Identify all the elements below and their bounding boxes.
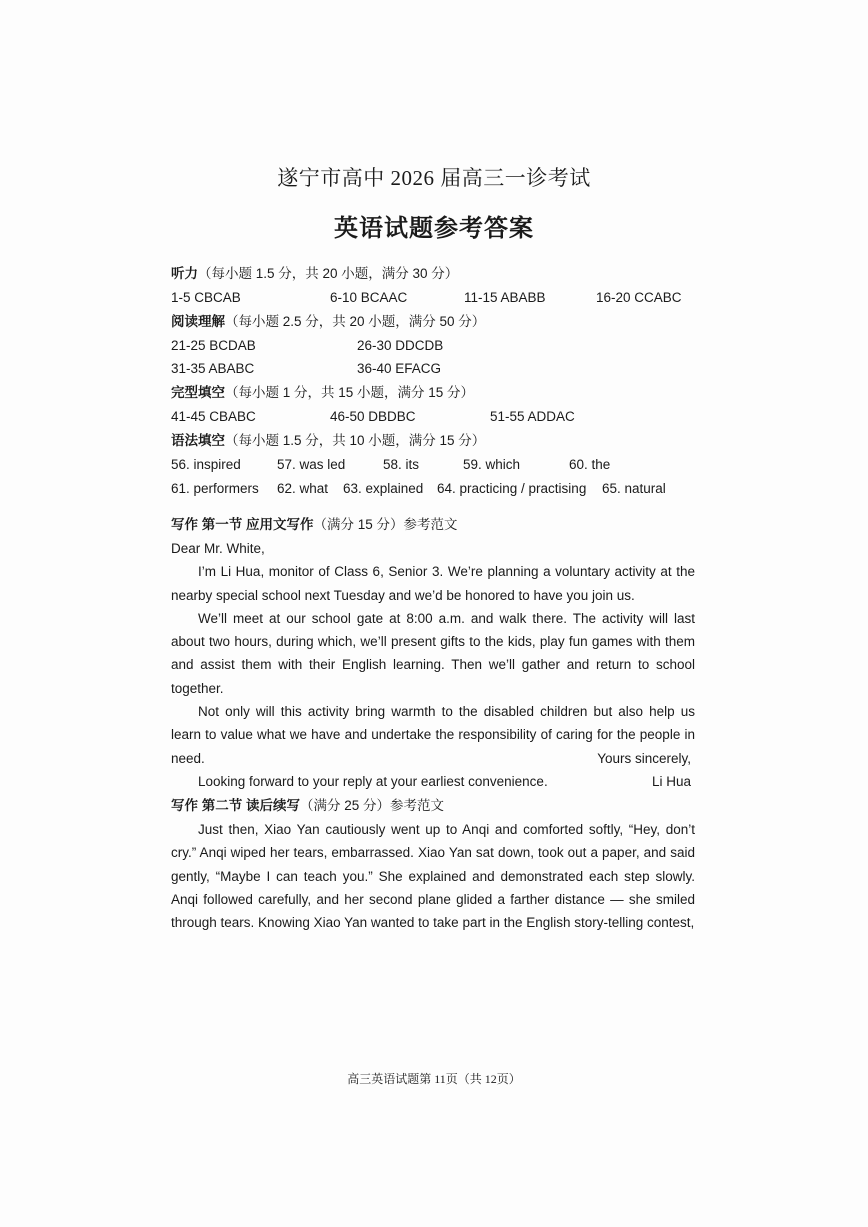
cloze-header: [171, 382, 474, 404]
reading-label: 阅读理解: [171, 314, 225, 329]
answer-item: 64. practicing / practising: [437, 481, 587, 496]
answer-group: 1-5 CBCAB: [171, 290, 241, 305]
writing2-scoring-note: （满分 25 分）参考范文: [300, 798, 445, 813]
letter-paragraph: Looking forward to your reply at your earliest convenience.: [198, 773, 548, 789]
answer-group: 41-45 CBABC: [171, 409, 256, 424]
answer-key-title: 英语试题参考答案: [334, 216, 534, 242]
cloze-answers-row: [171, 406, 695, 428]
answer-group: 36-40 EFACG: [357, 361, 442, 376]
grammar-answers-row: [171, 454, 695, 476]
answer-item: 59. which: [463, 457, 521, 472]
exam-title: 遂宁市高中 2026 届高三一诊考试: [277, 166, 591, 190]
answer-group: 31-35 ABABC: [171, 361, 255, 376]
listening-scoring-note: （每小题 1.5 分，共 20 小题，满分 30 分）: [198, 266, 459, 281]
writing1-header: [171, 514, 458, 536]
writing2-header: [171, 795, 444, 817]
answer-item: 57. was led: [277, 457, 346, 472]
reading-header: [171, 311, 485, 333]
answer-group: 16-20 CCABC: [596, 290, 682, 305]
grammar-answers-row: [171, 478, 695, 500]
reading-scoring-note: （每小题 2.5 分，共 20 小题，满分 50 分）: [225, 314, 486, 329]
letter-closing: Yours sincerely,: [597, 751, 691, 766]
writing1-scoring-note: （满分 15 分）参考范文: [313, 517, 458, 532]
reading-answers-row: [171, 358, 695, 380]
reading-answers-row: [171, 335, 695, 357]
cloze-scoring-note: （每小题 1 分，共 15 小题，满分 15 分）: [225, 385, 475, 400]
answer-item: 58. its: [383, 457, 420, 472]
grammar-label: 语法填空: [171, 433, 225, 448]
answer-item: 56. inspired: [171, 457, 241, 472]
listening-answers-row: [171, 287, 695, 309]
letter-paragraph: Not only will this activity bring warmth to the disabled children but also help us learn to value what we have and undertake the responsibility of caring for the people in need.: [171, 704, 695, 766]
letter-salutation: Dear Mr. White,: [171, 541, 265, 556]
answer-group: 6-10 BCAAC: [330, 290, 408, 305]
grammar-scoring-note: （每小题 1.5 分，共 10 小题，满分 15 分）: [225, 433, 486, 448]
answer-item: 65. natural: [602, 481, 666, 496]
answer-group: 26-30 DDCDB: [357, 338, 444, 353]
letter-signature: Li Hua: [651, 774, 691, 789]
writing2-sample-continuation: [171, 818, 695, 934]
answer-item: 61. performers: [171, 481, 259, 496]
letter-paragraph: I’m Li Hua, monitor of Class 6, Senior 3. We’re planning a voluntary activity at the nearby special school next Tuesday and we’d be honored to have you join us.: [171, 564, 695, 603]
answer-item: 63. explained: [343, 481, 424, 496]
answer-item: 62. what: [277, 481, 329, 496]
writing2-label: 写作 第二节 读后续写: [171, 798, 301, 813]
letter-paragraph: We’ll meet at our school gate at 8:00 a.m. and walk there. The activity will last about two hours, during which, we’ll present gifts to the kids, play fun games with them and assist them with their English learning. Then we’ll gather and return to school together.: [171, 610, 695, 696]
continuation-paragraph: Just then, Xiao Yan cautiously went up to Anqi and comforted softly, “Hey, don’t cry.” Anqi wiped her tears, embarrassed. Xiao Yan sat down, took out a paper, and said gently, “Maybe I can teach you.” She explained and demonstrated each step slowly. Anqi followed carefully, and her second plane glided a farther distance — she smiled through tears. Knowing Xiao Yan wanted to take part in the English story-telling contest,: [171, 822, 695, 931]
answer-item: 60. the: [569, 457, 611, 472]
listening-label: 听力: [171, 266, 198, 281]
grammar-header: [171, 430, 485, 452]
listening-header: [171, 263, 458, 285]
answer-group: 51-55 ADDAC: [490, 409, 575, 424]
cloze-label: 完型填空: [171, 385, 225, 400]
answer-group: 21-25 BCDAB: [171, 338, 256, 353]
answer-group: 11-15 ABABB: [464, 290, 546, 305]
writing1-label: 写作 第一节 应用文写作: [171, 517, 314, 532]
answer-group: 46-50 DBDBC: [330, 409, 416, 424]
page-footer: 高三英语试题第 11页（共 12页）: [347, 1072, 521, 1086]
